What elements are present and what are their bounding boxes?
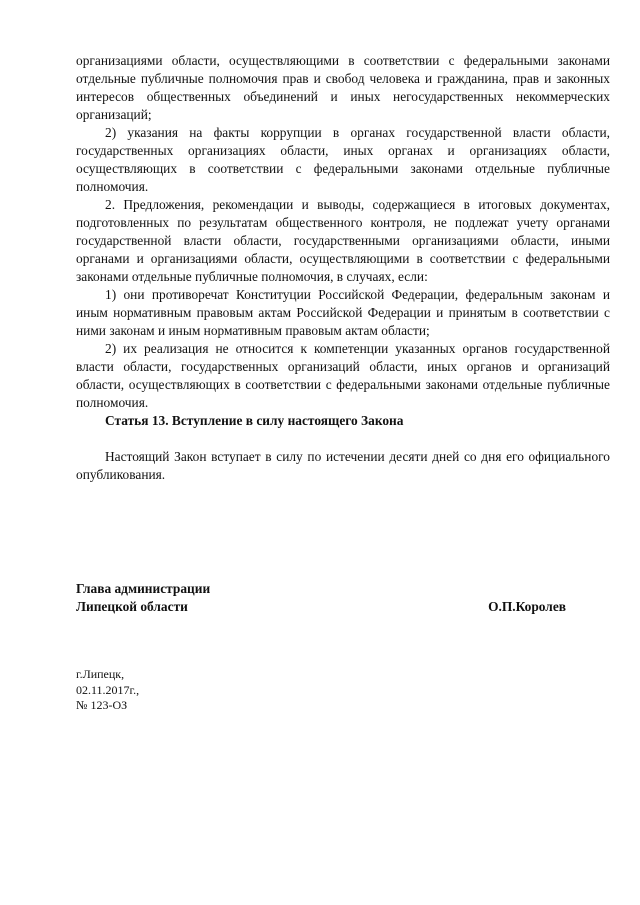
signatory-name: О.П.Королев	[488, 599, 566, 614]
signature-block	[76, 580, 566, 616]
document-body	[76, 52, 610, 484]
spacer	[76, 430, 610, 448]
document-footer	[76, 667, 139, 714]
article-13-heading: Статья 13. Вступление в силу настоящего Закона	[105, 413, 404, 428]
footer-law-number: № 123-ОЗ	[76, 698, 128, 712]
signature-title-line2: Липецкой области	[76, 599, 188, 614]
signature-row	[76, 598, 566, 616]
paragraph-item-1-contradiction: 1) они противоречат Конституции Российской Федерации, федеральным законам и иным нормативным правовым актам Российской Федерации и принятым в соответствии с ними законам и иным нормативным правовым актам области;	[76, 287, 610, 338]
paragraph-item-2-corruption: 2) указания на факты коррупции в органах государственной власти области, государственных организациях области, иных органах и организациях области, осуществляющих в соответствии с федеральными законами отдельные публичные полномочия.	[76, 125, 610, 194]
signature-title-line1: Глава администрации	[76, 581, 211, 596]
paragraph-clause-2: 2. Предложения, рекомендации и выводы, содержащиеся в итоговых документах, подготовленных по результатам общественного контроля, не подлежат учету органами государственной власти области, государственными организациями области, иными органами и организациями области, осуществляющими в соответствии с федеральными законами отдельные публичные полномочия, в случаях, если:	[76, 197, 610, 284]
paragraph-item-2-competence: 2) их реализация не относится к компетенции указанных органов государственной власти области, государственных организаций области, иных органов и организаций области, осуществляющих в соответствии с федеральными законами отдельные публичные полномочия.	[76, 341, 610, 410]
paragraph-continuation: организациями области, осуществляющими в соответствии с федеральными законами отдельные публичные полномочия прав и свобод человека и гражданина, прав и законных интересов общественных объединений и иных негосударственных некоммерческих организаций;	[76, 53, 610, 122]
article-13-text: Настоящий Закон вступает в силу по истечении десяти дней со дня его официального опубликования.	[76, 449, 610, 482]
footer-city: г.Липецк,	[76, 667, 125, 681]
footer-date: 02.11.2017г.,	[76, 682, 140, 697]
